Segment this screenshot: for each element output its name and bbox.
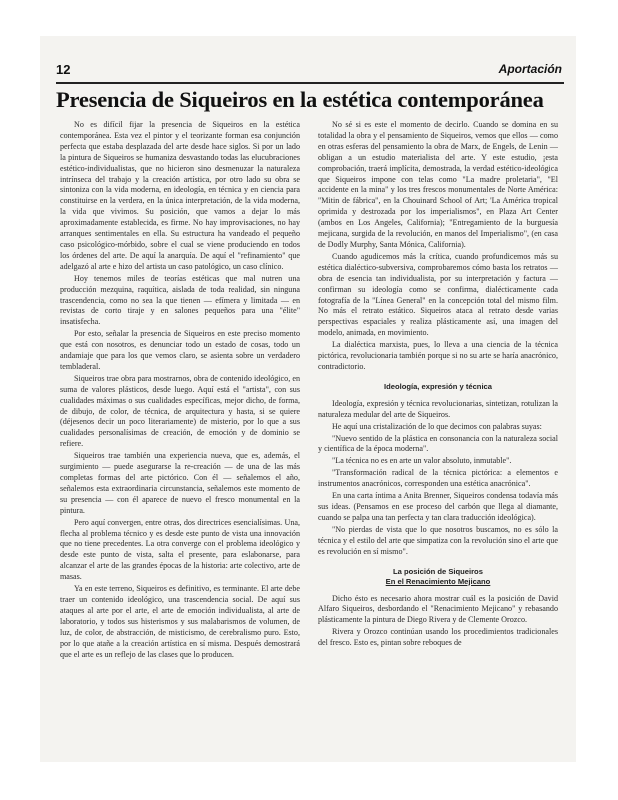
section-heading: Ideología, expresión y técnica [383, 381, 493, 391]
paragraph: Dicho ésto es necesario ahora mostrar cuál es la posición de David Alfaro Siqueiros, desbordando el "Renacimiento Mejicano" y rebasando plásticamente la pintura de Diego Rivera y de Clemente Orozco. [318, 593, 558, 625]
page-number: 12 [56, 62, 71, 77]
paragraph: Ya en este terreno, Siqueiros es definitivo, es terminante. El arte debe traer un contenido ideológico, una trascendencia social. De aquí sus ataques al arte por el arte, el arte de emoción individualista, al arte de laboratorio, y todos sus histerismos y sus malabarismos de volumen, de luz, de color, de abstracción, de misticismo, de cerebralismo puro. Esto, por lo que atañe a la creación artística en sí misma. Después demostrará que el arte es un reflejo de las clases que lo producen. [60, 584, 300, 659]
paragraph: "La técnica no es en arte un valor absoluto, inmutable". [332, 456, 512, 466]
paragraph: No es difícil fijar la presencia de Siqueiros en la estética contemporánea. Esta vez el pintor y el teorizante forman esa conjunción perfecta que estaba desplazada del arte desde hace siglos. Si por un lado la pintura de Siqueiros se humaniza desvastando todas las elucubraciones estético-individualistas, que no hicieron sino desmenuzar la naturaleza intrínseca del trabajo y la creación artística, por otro lado su obra se sintoniza con la vida moderna, en ideología, en técnica y en ciencia para constituirse en la verdera, en la única interpretación, de la vida moderna, la vida que vivimos. Su posición, que vamos a dejar lo más aproximadamente establecida, es firme. No hay improvisaciones, no hay arranques sentimentales en ella. Su estructura ha vandeado el pequeño caso psicológico-mórbido, sobre el cual se viene produciendo en todos los órdenes del arte. De aquí la anarquía. De aquí el "refinamiento" que adelgazó al arte e hizo del artista un caso patológico, un caso clínico. [60, 120, 300, 271]
paragraph: Rivera y Orozco continúan usando los procedimientos tradicionales del fresco. Esto es, pintan sobre reboques de [318, 627, 558, 648]
section-heading [318, 567, 558, 587]
paragraph: "Nuevo sentido de la plástica en consonancia con la naturaleza social y científica de la época moderna". [318, 433, 558, 454]
paragraph: Hoy tenemos miles de teorías estéticas que mal nutren una producción mezquina, raquítica, aislada de toda realidad, sin ninguna trascendencia, como no sea la que tienen — efímera y limitada — en revistas de corto tiraje y en salones pequeños para una "élite" insatisfecha. [60, 273, 300, 327]
paragraph: La dialéctica marxista, pues, lo lleva a una ciencia de la técnica pictórica, revolucionaria también porque si no su arte se haría anacrónico, contradictorio. [318, 340, 558, 371]
paragraph: Siqueiros trae obra para mostrarnos, obra de contenido ideológico, en suma de valores plásticos, desde luego. Aquí está el "artista", con sus cualidades máximas o sus cualidades específicas, mejor dicho, de forma, de dibujo, de color, de técnica, de arquitectura y hasta, si se quiere (déjesenos decir un poco literariamente) de misterio, por lo que a sus cualidades personalísimas de creación, de emoción y de dominio se refiere. [60, 373, 300, 449]
paragraph: He aquí una cristalización de lo que decimos con palabras suyas: [332, 421, 542, 431]
section-heading-line: En el Renacimiento Mejicano [385, 576, 491, 586]
paragraph: Por esto, señalar la presencia de Siqueiros en este preciso momento que está con nosotros, es denunciar todo un estado de cosas, todo un andamiaje que para los que vemos claro, se asienta sobre un verdadero tembladeral. [60, 329, 300, 371]
paragraph: No sé si es este el momento de decirlo. Cuando se domina en su totalidad la obra y el pensamiento de Siqueiros, vemos que ellos — como en otras esferas del pensamiento la obra de Marx, de Engels, de Lenin — obligan a un estudio materialista del arte. Y este estudio, ¡esta comprobación, traerá implícita, demostrada, la verdad estético-ideológica que Siqueiros impone con telas como "La madre proletaria", "El accidente en la mina" y los tres frescos monumentales de Norte América: "Mitin de fábrica", en la Chouinard School of Art; 'La América tropical oprimida y destrozada por los imperialismos", en Plaza Art Center (ambos en Los Angeles, California); "Entregamiento de la burguesía mejicana, surgida de la revolución, en manos del Imperialismo", (en casa de Dodly Murphy, Santa Mónica, California). [318, 120, 558, 249]
article-body [60, 120, 558, 756]
section-heading-line: La posición de Siqueiros [393, 566, 483, 576]
paragraph: "Transformación radical de la técnica pictórica: a elementos e instrumentos anacrónicos, corresponden una estética anacrónica". [318, 468, 558, 489]
paragraph: Ideología, expresión y técnica revolucionarias, sintetizan, rotulizan la naturaleza medular del arte de Siqueiros. [318, 398, 558, 419]
right-column [318, 120, 558, 756]
paragraph: Siqueiros trae también una experiencia nueva, que es, además, el surgimiento — puede asegurarse la re-creación — de una de las más completas formas del arte pictórico. Con él — señalemos el año, señalemos esta extraordinaria circunstancia, señalemos este momento de su presencia — con él aparece de nuevo el fresco monumental en la pintura. [60, 451, 300, 515]
magazine-name: Aportación [498, 62, 562, 76]
paragraph: En una carta íntima a Anita Brenner, Siqueiros condensa todavía más sus ideas. (Pensamos en ese proceso del carbón que llega al diamante, cuando se palpa una tan perfecta y tan clara traducción ideológica). [318, 491, 558, 522]
article-title: Presencia de Siqueiros en la estética contemporánea [56, 87, 544, 112]
magazine-page [40, 36, 576, 762]
paragraph: Pero aquí convergen, entre otras, dos directrices esencialísimas. Una, flecha al problema técnico y es desde este punto de vista una innovación que no tiene precedentes. La otra converge con el problema ideológico y desde este punto de vista, salta el presente, para eslabonarse, para alcanzar el arte de las grandes épocas de la historia: arte colectivo, arte de masas. [60, 517, 300, 582]
paragraph: Cuando agudicemos más la crítica, cuando profundicemos más su estética dialéctico-subversiva, comprobaremos cómo basta los retratos — obra de esencia tan individualista, por su interpretación y factura — confirman su ideología como se confirma, dialécticamente cada fotografía de la "Línea General" en la concepción total del mismo film. No más el retrato estático. Siqueiros ataca al retrato desde varias perspectivas espaciales y realiza plásticamente así, una imagen del modelo, animada, en movimiento. [318, 251, 558, 338]
paragraph: "No pierdas de vista que lo que nosotros buscamos, no es sólo la técnica y el estilo del arte que simpatiza con la revolución sino el arte que es revolución en sí mismo". [318, 524, 558, 556]
left-column [60, 120, 300, 756]
